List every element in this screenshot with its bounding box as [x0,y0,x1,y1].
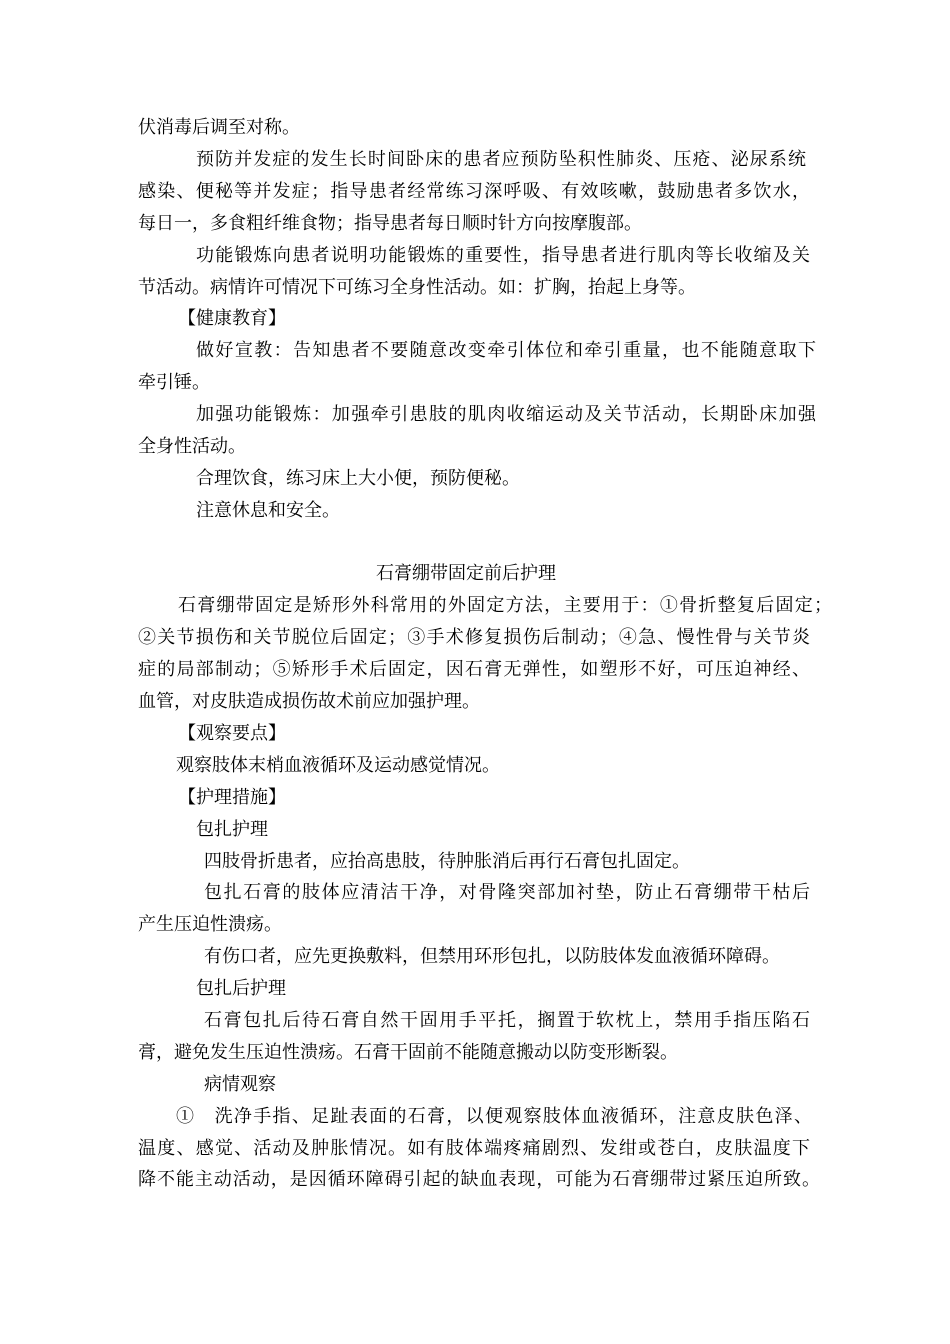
subsection-heading: 包扎护理 [196,819,268,840]
paragraph-line: 节活动。病情许可情况下可练习全身性活动。如：扩胸，抬起上身等。 [138,277,696,298]
paragraph-line: 石膏绷带固定是矫形外科常用的外固定方法，主要用于：①骨折整复后固定； [178,595,832,616]
paragraph-line: 功能锻炼向患者说明功能锻炼的重要性，指导患者进行肌肉等长收缩及关 [196,245,810,266]
paragraph-line: 伏消毒后调至对称。 [138,117,300,138]
paragraph-line: ① 洗净手指、足趾表面的石膏，以便观察肢体血液循环，注意皮肤色泽、 [176,1106,812,1127]
paragraph-line: 血管，对皮肤造成损伤故术前应加强护理。 [138,691,480,712]
section-heading: 【护理措施】 [178,787,286,808]
paragraph-line: 做好宣教：告知患者不要随意改变牵引体位和牵引重量，也不能随意取下 [196,340,816,361]
paragraph-line: 石膏包扎后待石膏自然干固用手平托，搁置于软枕上，禁用手指压陷石 [204,1010,810,1031]
paragraph-line: 全身性活动。 [138,436,246,457]
section-heading: 【健康教育】 [178,308,286,329]
section-title: 石膏绷带固定前后护理 [376,563,556,584]
paragraph-line: 降不能主动活动，是因循环障碍引起的缺血表现，可能为石膏绷带过紧压迫所致。 [138,1169,820,1190]
subsection-heading: 病情观察 [204,1074,276,1095]
paragraph-line: 合理饮食，练习床上大小便，预防便秘。 [196,468,520,489]
paragraph-line: 四肢骨折患者，应抬高患肢，待肿胀消后再行石膏包扎固定。 [204,851,690,872]
paragraph-line: 每日一，多食粗纤维食物；指导患者每日顺时针方向按摩腹部。 [138,213,642,234]
paragraph-line: 牵引锤。 [138,372,210,393]
paragraph-line: 有伤口者，应先更换敷料，但禁用环形包扎，以防肢体发血液循环障碍。 [204,946,780,967]
paragraph-line: 观察肢体末梢血液循环及运动感觉情况。 [176,755,500,776]
subsection-heading: 包扎后护理 [196,978,286,999]
paragraph-line: 症的局部制动；⑤矫形手术后固定，因石膏无弹性，如塑形不好，可压迫神经、 [138,659,810,680]
paragraph-line: 温度、感觉、活动及肿胀情况。如有肢体端疼痛剧烈、发绀或苍白，皮肤温度下 [138,1138,810,1159]
paragraph-line: 注意休息和安全。 [196,500,340,521]
paragraph-line: 包扎石膏的肢体应清洁干净，对骨隆突部加衬垫，防止石膏绷带干枯后 [204,882,810,903]
paragraph-line: 预防并发症的发生长时间卧床的患者应预防坠积性肺炎、压疮、泌尿系统 [196,149,806,170]
paragraph-line: 产生压迫性溃疡。 [138,914,282,935]
paragraph-line: ②关节损伤和关节脱位后固定；③手术修复损伤后制动；④急、慢性骨与关节炎 [138,627,810,648]
paragraph-line: 膏，避免发生压迫性溃疡。石膏干固前不能随意搬动以防变形断裂。 [138,1042,678,1063]
section-heading: 【观察要点】 [178,723,286,744]
paragraph-line: 加强功能锻炼：加强牵引患肢的肌肉收缩运动及关节活动，长期卧床加强 [196,404,816,425]
paragraph-line: 感染、便秘等并发症；指导患者经常练习深呼吸、有效咳嗽，鼓励患者多饮水， [138,181,810,202]
